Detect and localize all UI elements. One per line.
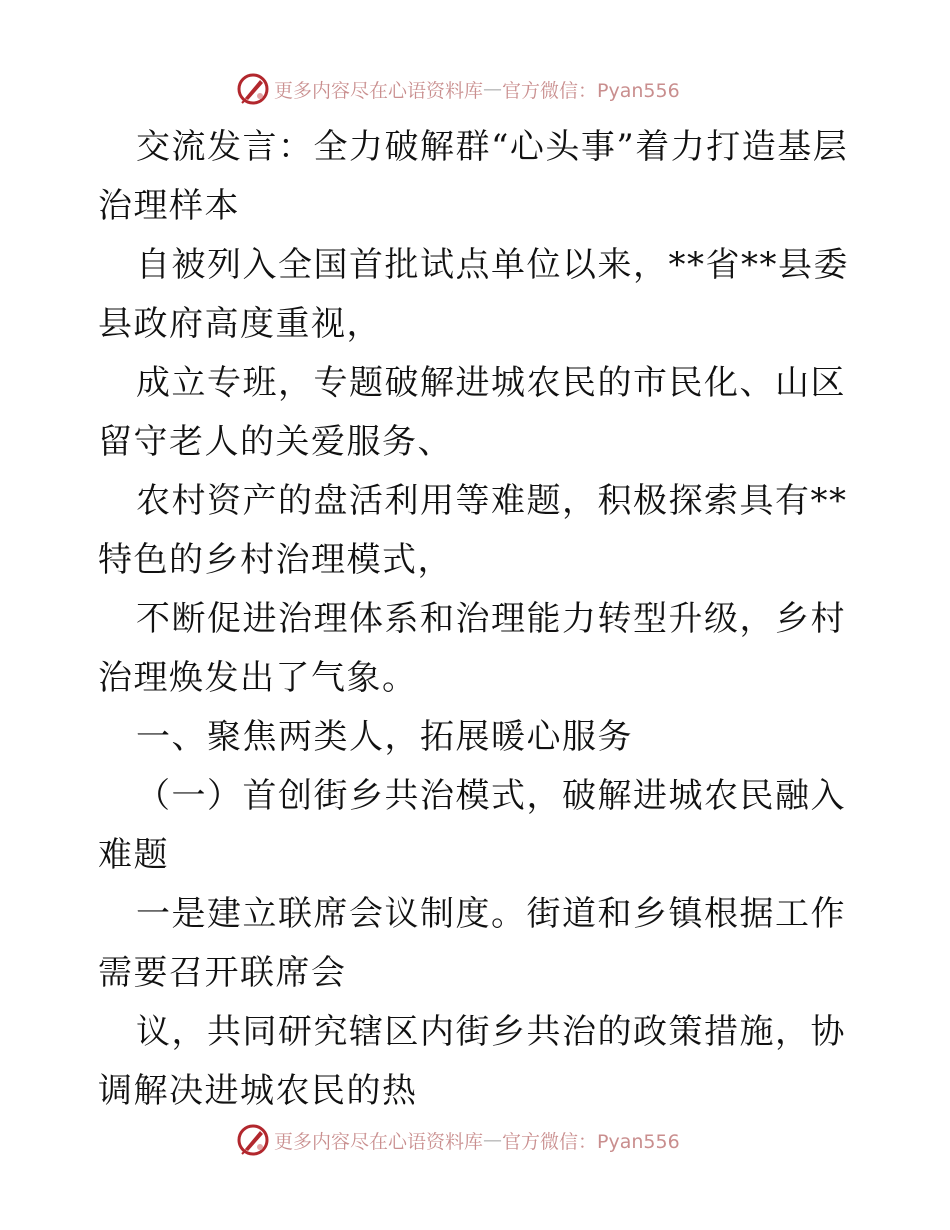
watermark-main-text: 更多内容尽在心语资料库 [274,1130,484,1153]
section-heading: 一、聚焦两类人，拓展暖心服务 [136,717,633,757]
header-watermark [236,72,680,106]
paragraph: 农村资产的盘活利用等难题，积极探索具有**特色的乡村治理模式， [98,481,848,580]
paragraph: 自被列入全国首批试点单位以来，**省**县委县政府高度重视， [98,245,849,344]
footer-watermark [236,1123,680,1157]
watermark-separator: — [483,78,503,100]
watermark-main-text: 更多内容尽在心语资料库 [274,79,484,102]
document-body [98,118,858,1121]
quill-logo-icon [236,1123,270,1157]
paragraph: 一是建立联席会议制度。街道和乡镇根据工作需要召开联席会 [98,894,846,993]
document-title: 交流发言：全力破解群“心头事”着力打造基层治理样本 [98,127,849,226]
watermark-wechat-text: 官方微信：Pyan556 [502,79,680,102]
paragraph: 议，共同研究辖区内街乡共治的政策措施，协调解决进城农民的热 [98,1012,846,1111]
watermark-separator: — [483,1129,503,1151]
paragraph: 不断促进治理体系和治理能力转型升级，乡村治理焕发出了气象。 [98,599,846,698]
watermark-wechat-text: 官方微信：Pyan556 [502,1130,680,1153]
quill-logo-icon [236,72,270,106]
paragraph: 成立专班，专题破解进城农民的市民化、山区留守老人的关爱服务、 [98,363,846,462]
subsection-heading: （一）首创街乡共治模式，破解进城农民融入难题 [98,776,846,875]
